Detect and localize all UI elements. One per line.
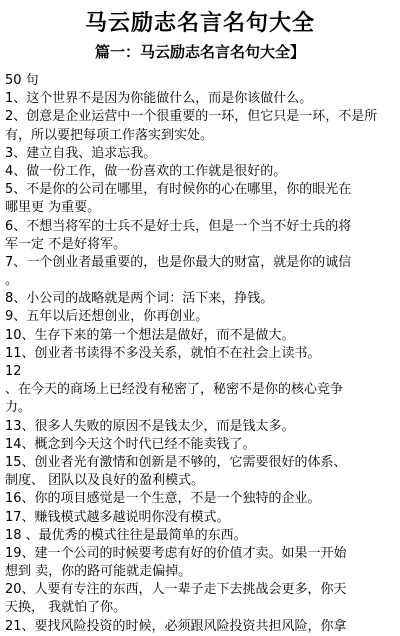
text-line: 力。: [5, 400, 32, 416]
text-line: 20、人要有专注的东西，人一辈子走下去挑战会更多，你天: [5, 582, 347, 598]
text-line: 21、要找风险投资的时候，必须跟风险投资共担风险，你拿: [5, 618, 347, 634]
text-line: 哪里更 为重要。: [5, 200, 101, 216]
text-line: 50 句: [5, 73, 39, 88]
text-line: 16、你的项目感觉是一个生意，不是一个独特的企业。: [5, 491, 321, 507]
text-line: 11、创业者书读得不多没关系，就怕不在社会上读书。: [5, 345, 321, 361]
document-subtitle: 篇一：马云励志名言名句大全】: [94, 43, 305, 61]
text-line: 8、小公司的战略就是两个词：活下来，挣钱。: [5, 291, 274, 307]
text-line: 7、一个创业者最重要的，也是你最大的财富，就是你的诚信: [5, 254, 352, 270]
text-line: 制度、 团队以及良好的盈利模式。: [5, 473, 205, 489]
document-title: 马云励志名言名句大全: [84, 11, 315, 36]
text-line: 3、建立自我、追求忘我。: [5, 145, 157, 161]
text-line: 19、建一个公司的时候要考虑有好的价值才卖。如果一开始: [5, 545, 347, 561]
text-line: 、在今天的商场上已经没有秘密了，秘密不是你的核心竞争: [5, 382, 344, 398]
text-line: 9、五年以后还想创业，你再创业。: [5, 309, 209, 325]
text-line: 。: [5, 273, 19, 289]
text-line: 17、赚钱模式越多越说明你没有模式。: [5, 509, 230, 525]
text-line: 1、这个世界不是因为你能做什么，而是你该做什么。: [5, 91, 313, 107]
text-line: 5、不是你的公司在哪里，有时候你的心在哪里，你的眼光在: [5, 182, 352, 198]
text-line: 6、不想当将军的士兵不是好士兵，但是一个当不好士兵的将: [5, 218, 352, 234]
text-line: 2、创意是企业运营中一个很重要的一环，但它只是一环，不是所: [5, 109, 378, 125]
text-line: 13、很多人失败的原因不是钱太少，而是钱太多。: [5, 418, 295, 434]
text-line: 有，所以要把每项工作落实到实处。: [5, 127, 214, 143]
document-body: [5, 72, 393, 636]
text-line: 10、生存下来的第一个想法是做好，而不是做大。: [5, 327, 295, 343]
text-line: 4、做一份工作，做一份喜欢的工作就是很好的。: [5, 163, 287, 179]
text-line: 12: [5, 364, 22, 379]
text-line: 15、创业者光有激情和创新是不够的，它需要很好的体系、: [5, 454, 347, 470]
text-line: 军一定 不是好将军。: [5, 236, 127, 252]
text-line: 天换， 我就怕了你。: [5, 600, 127, 616]
text-line: 18 、最优秀的模式往往是最简单的东西。: [5, 527, 247, 543]
text-line: 想到 卖，你的路可能就走偏掉。: [5, 564, 192, 580]
text-line: 14、概念到今天这个时代已经不能卖钱了。: [5, 436, 256, 452]
